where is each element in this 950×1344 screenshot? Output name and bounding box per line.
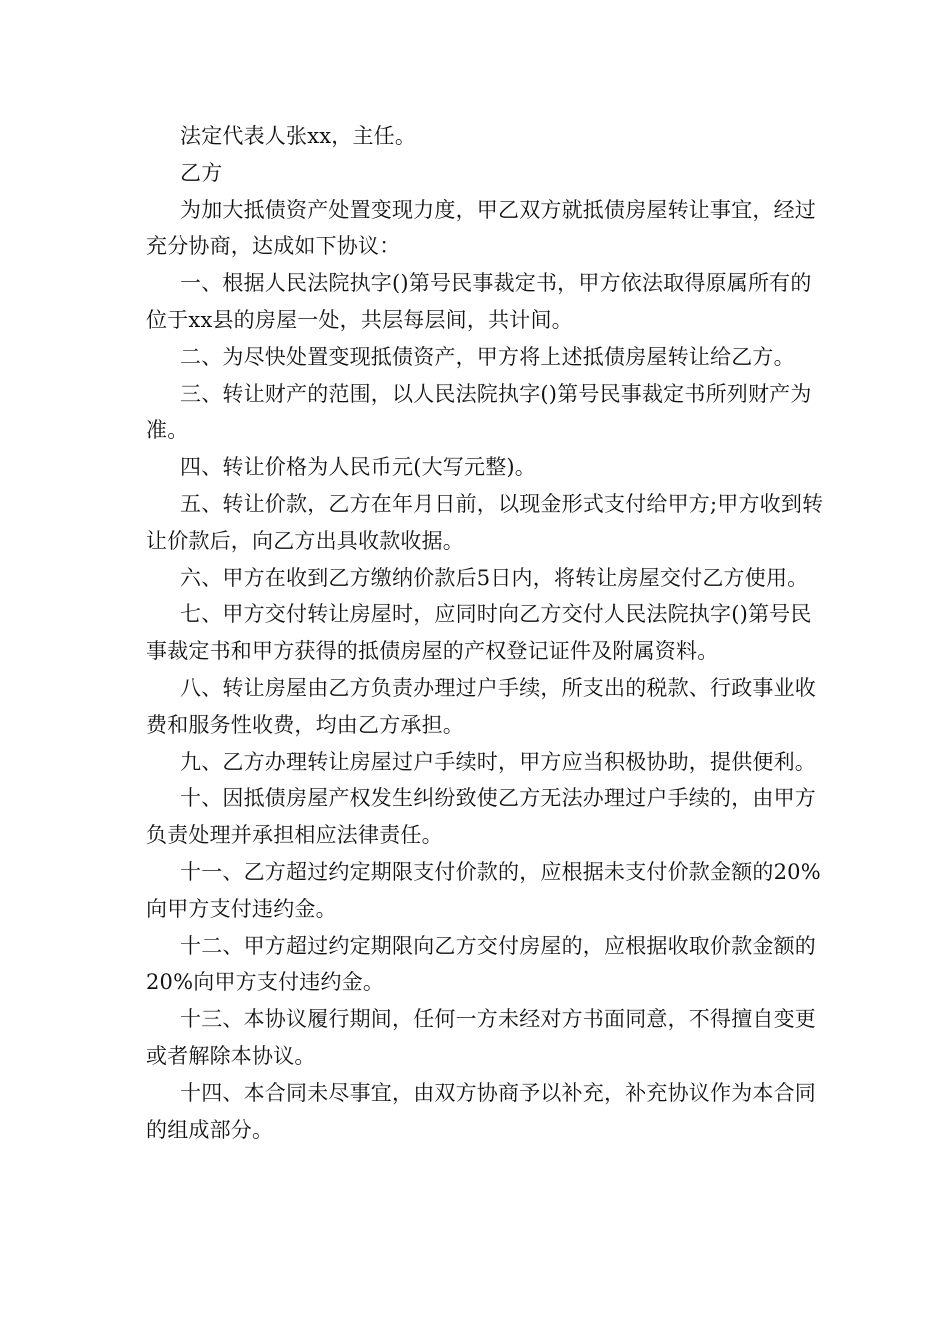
clause-10: 十、因抵债房屋产权发生纠纷致使乙方无法办理过户手续的，由甲方负责处理并承担相应法律责任。 — [146, 786, 816, 848]
clause-2: 二、为尽快处置变现抵债资产，甲方将上述抵债房屋转让给乙方。 — [180, 344, 795, 369]
clause-13: 十三、本协议履行期间，任何一方未经对方书面同意，不得擅自变更或者解除本协议。 — [146, 1007, 816, 1068]
clause-1: 一、根据人民法院执字()第号民事裁定书，甲方依法取得原属所有的位于xx县的房屋一处，共层每层间，共计间。 — [146, 271, 812, 332]
clause-8: 八、转让房屋由乙方负责办理过户手续，所支出的税款、行政事业收费和服务性收费，均由乙方承担。 — [146, 675, 816, 737]
clause-5: 五、转让价款，乙方在年月日前，以现金形式支付给甲方;甲方收到转让价款后，向乙方出具收款收据。 — [146, 491, 824, 553]
clause-11: 十一、乙方超过约定期限支付价款的，应根据未支付价款金额的20%向甲方支付违约金。 — [146, 859, 821, 921]
clause-6: 六、甲方在收到乙方缴纳价款后5日内，将转让房屋交付乙方使用。 — [180, 565, 809, 590]
clause-14: 十四、本合同未尽事宜，由双方协商予以补充，补充协议作为本合同的组成部分。 — [146, 1080, 816, 1142]
paragraph-party-b: 乙方 — [180, 160, 223, 185]
clause-7: 七、甲方交付转让房屋时，应同时向乙方交付人民法院执字()第号民事裁定书和甲方获得的抵债房屋的产权登记证件及附属资料。 — [146, 602, 812, 664]
paragraph-preamble: 为加大抵债资产处置变现力度，甲乙双方就抵债房屋转让事宜，经过充分协商，达成如下协议： — [146, 197, 816, 259]
clause-3: 三、转让财产的范围，以人民法院执字()第号民事裁定书所列财产为准。 — [146, 381, 812, 443]
paragraph-legal-representative: 法定代表人张xx，主任。 — [180, 124, 417, 148]
clause-4: 四、转让价格为人民币元(大写元整)。 — [180, 455, 536, 480]
clause-9: 九、乙方办理转让房屋过户手续时，甲方应当积极协助，提供便利。 — [180, 749, 816, 774]
document-body — [146, 118, 826, 1148]
clause-12: 十二、甲方超过约定期限向乙方交付房屋的，应根据收取价款金额的20%向甲方支付违约金。 — [146, 933, 816, 995]
